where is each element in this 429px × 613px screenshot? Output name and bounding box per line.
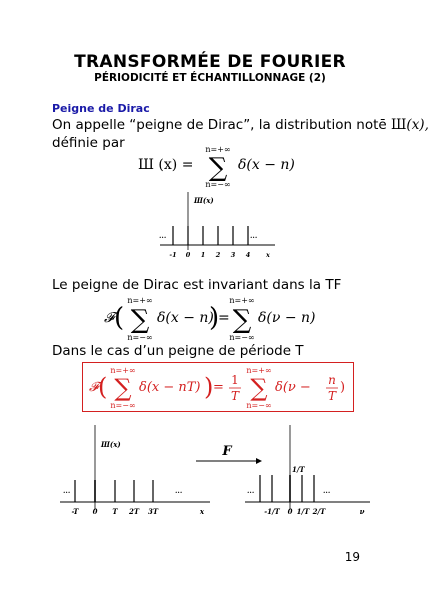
eq3-rhs-close: ) — [340, 380, 346, 395]
sha-symbol: Ш — [391, 117, 407, 133]
eq2-bot2: n=−∞ — [229, 333, 255, 342]
plot1-dots-right: ... — [250, 231, 258, 240]
plot1-tick: 0 — [185, 251, 191, 259]
page-subtitle: PÉRIODICITÉ ET ÉCHANTILLONNAGE (2) — [94, 72, 326, 84]
eq3-frac-num: 1 — [231, 373, 239, 387]
plot2-dots-right: ... — [175, 486, 183, 495]
eq2-body: δ(x − n) — [157, 310, 214, 326]
eq3-bot: n=−∞ — [110, 401, 136, 410]
eq3-equals: = — [213, 380, 224, 395]
eq2-sigma2: ∑ — [232, 305, 252, 335]
eq1-sum-top: n=+∞ — [205, 145, 231, 154]
sha-argument: (x), — [406, 117, 429, 133]
page-number: 19 — [344, 550, 360, 564]
equation-dirac-comb — [0, 142, 420, 190]
plot2-dots-left: ... — [63, 486, 71, 495]
page-title: TRANSFORMÉE DE FOURIER — [74, 52, 346, 72]
eq1-lhs: Ш (x) = — [138, 157, 194, 173]
plot3-tick: 0 — [287, 507, 293, 516]
eq2-lparen: ( — [114, 303, 125, 333]
eq2-F: 𝓕 — [104, 310, 115, 326]
eq3-body: δ(x − nT) — [139, 380, 201, 395]
plot3-tick: -1/T — [264, 507, 280, 516]
plot3-dots-right: ... — [323, 486, 331, 495]
eq3-rhs-num: n — [328, 373, 336, 387]
eq3-rhs-den: T — [327, 389, 337, 403]
plot1-dots-left: ... — [159, 231, 167, 240]
fourier-pair-plots — [0, 420, 420, 530]
eq2-bot: n=−∞ — [127, 333, 153, 342]
fourier-arrow — [196, 444, 262, 464]
plot2-label: Ш(x) — [101, 440, 121, 449]
plot2-tick: 2T — [128, 507, 140, 516]
plot3-dots-left: ... — [247, 486, 255, 495]
eq2-rhs: δ(ν − n) — [258, 310, 316, 326]
eq2-equals: = — [218, 310, 230, 326]
plot2-tick: 3T — [147, 507, 159, 516]
eq3-sigma2: ∑ — [250, 374, 268, 402]
equation-period-box — [82, 362, 354, 412]
eq3-top2: n=+∞ — [246, 366, 272, 375]
plot2-tick: x — [199, 507, 205, 516]
dirac-comb-plot — [0, 190, 420, 265]
plot1-tick: 1 — [200, 251, 206, 259]
arrow-label: F — [222, 444, 232, 459]
plot-period-T — [60, 425, 210, 516]
intro-line-1 — [52, 116, 429, 134]
eq1-sigma: ∑ — [208, 153, 228, 183]
eq3-rhs-body: δ(ν − — [275, 380, 311, 395]
plot1-label: Ш(x) — [194, 196, 214, 205]
plot3-tick: 1/T — [296, 507, 310, 516]
period-text: Dans le cas d’un peigne de période T — [52, 343, 304, 359]
eq3-sigma: ∑ — [114, 374, 132, 402]
plot1-spikes — [173, 226, 248, 245]
plot3-height-label: 1/T — [292, 465, 305, 474]
plot1-tick: x — [266, 251, 270, 259]
plot1-tick: 3 — [230, 251, 236, 259]
plot3-tick: 2/T — [312, 507, 326, 516]
eq1-sum-bot: n=−∞ — [205, 180, 231, 189]
plot1-tick: -1 — [169, 251, 177, 259]
eq1-body: δ(x − n) — [238, 157, 295, 173]
section-heading: Peigne de Dirac — [52, 102, 150, 115]
intro-line-2: définie par — [52, 135, 125, 151]
eq3-frac-den: T — [230, 389, 240, 403]
plot1-tick: 2 — [215, 251, 221, 259]
arrow-head — [256, 458, 262, 464]
plot-frequency — [245, 425, 370, 516]
eq2-top2: n=+∞ — [229, 296, 255, 305]
eq3-rparen: ) — [204, 373, 214, 401]
invariance-text: Le peigne de Dirac est invariant dans la TF — [52, 277, 342, 293]
eq3-top: n=+∞ — [110, 366, 136, 375]
eq3-lparen: ( — [98, 373, 108, 401]
eq3-bot2: n=−∞ — [246, 401, 272, 410]
plot2-tick: T — [112, 507, 118, 516]
plot2-tick: 0 — [92, 507, 98, 516]
plot1-tick: 4 — [245, 251, 251, 259]
plot3-tick: ν — [359, 507, 365, 516]
eq2-top: n=+∞ — [127, 296, 153, 305]
equation-invariance — [0, 294, 420, 342]
eq2-rparen: ) — [209, 303, 220, 333]
intro-text: On appelle “peigne de Dirac”, la distribution notē — [52, 117, 387, 133]
eq3-F: 𝓕 — [89, 380, 99, 395]
eq2-sigma: ∑ — [130, 305, 150, 335]
plot2-tick: -T — [71, 507, 79, 516]
